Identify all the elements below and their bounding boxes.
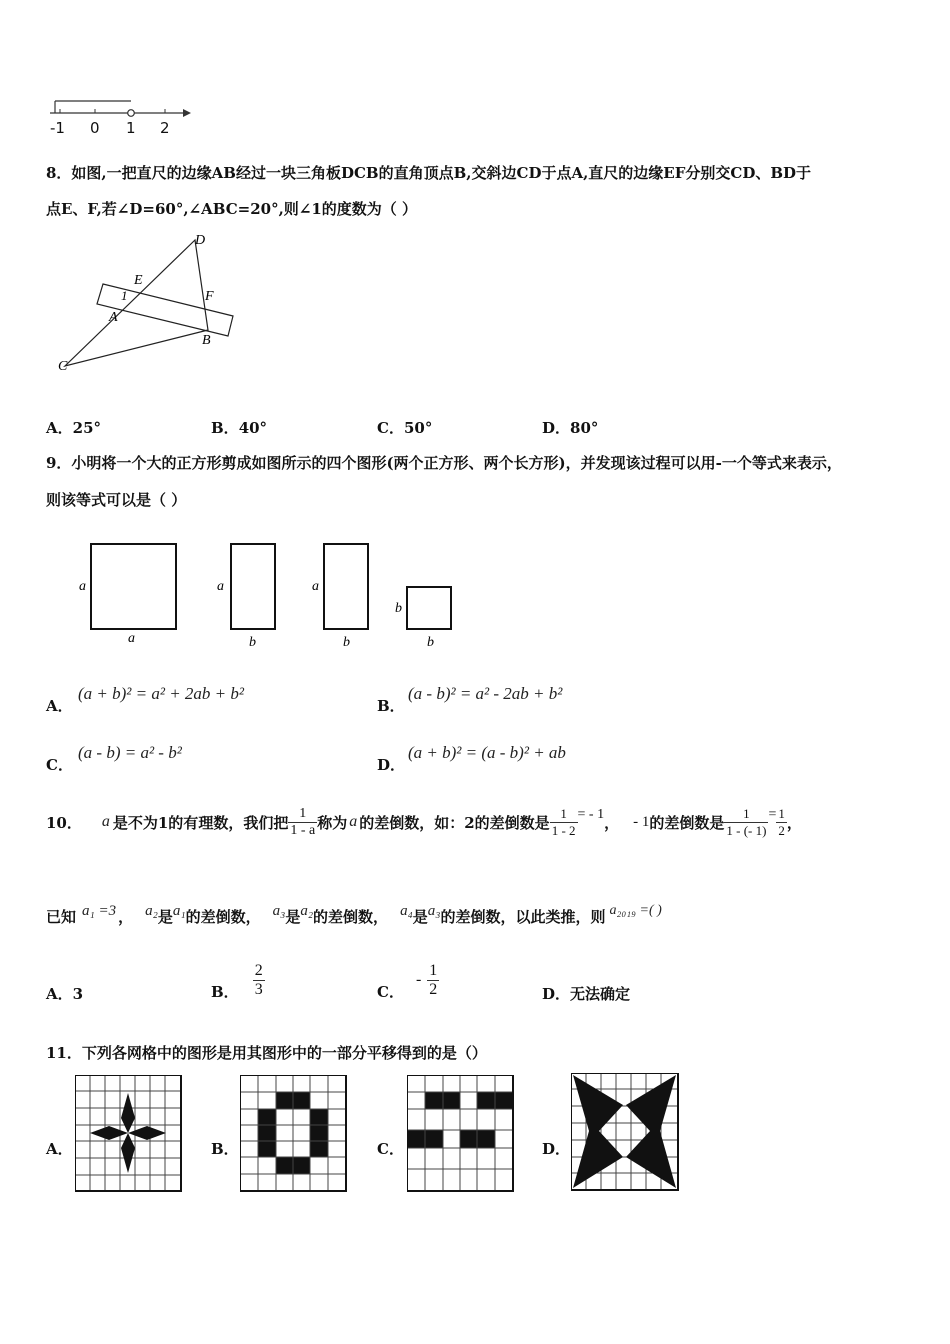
number-line-svg xyxy=(45,95,195,140)
q9-option-a-letter[interactable]: A． xyxy=(46,697,73,715)
q11-option-a-letter[interactable]: A． xyxy=(46,1140,73,1158)
q9-option-c-letter[interactable]: C． xyxy=(46,756,73,774)
q11-grid-b[interactable] xyxy=(240,1075,348,1197)
q9-stem-line2: 则该等式可以是（ ） xyxy=(46,491,187,509)
label-angle-1: 1 xyxy=(121,288,128,303)
q10-stem-line1 xyxy=(46,800,802,844)
example2-fraction xyxy=(724,806,768,839)
q8-stem-line1: 8．如图,一把直尺的边缘AB经过一块三角板DCB的直角顶点B,交斜边CD于点A,直尺的边缘EF分别交CD、BD于 xyxy=(46,164,812,182)
grid-c-figure xyxy=(407,1075,515,1193)
q10-text: ， xyxy=(604,813,620,832)
q10-text: ， xyxy=(786,813,802,832)
tick-label: 0 xyxy=(90,119,100,137)
q10-text: 是 xyxy=(285,907,301,926)
label-a: a xyxy=(217,579,224,594)
var-a2: a₂ xyxy=(145,902,158,919)
var-a: a xyxy=(349,813,358,830)
label-b: b xyxy=(427,635,434,650)
grid-b-figure xyxy=(240,1075,348,1193)
q10-prefix: 10． xyxy=(46,813,82,832)
tick-label: 2 xyxy=(160,119,170,137)
q10-text: 是 xyxy=(412,907,428,926)
q10-text: 的差倒数， xyxy=(313,907,389,926)
q10-text: 是 xyxy=(157,907,173,926)
q8-option-c[interactable]: C．50° xyxy=(377,419,433,437)
label-b: b xyxy=(249,635,256,650)
q10-text: 的差倒数是 xyxy=(649,813,725,832)
q9-option-d-formula[interactable]: (a + b)² = (a - b)² + ab xyxy=(408,743,566,762)
var-a3: a₃ xyxy=(272,902,286,919)
ruler-triangle-diagram xyxy=(50,228,250,376)
var-a2019-blank: a₂₀₁₉ =( ) xyxy=(609,903,662,918)
option-c-fraction: $\frac{1}{2}$ xyxy=(429,961,438,998)
q9-shapes-figure xyxy=(72,538,472,653)
label-a: a xyxy=(79,579,86,594)
q9-option-a-formula[interactable]: (a + b)² = a² + 2ab + b² xyxy=(78,684,244,703)
q11-option-b-letter[interactable]: B． xyxy=(211,1140,239,1158)
example1-fraction xyxy=(550,806,578,839)
q8-figure xyxy=(50,228,250,376)
q10-text: 是不为1的有理数，我们把 xyxy=(112,813,289,832)
label-c: C xyxy=(58,359,68,374)
label-a: a xyxy=(312,579,319,594)
grid-a-figure xyxy=(75,1075,183,1193)
label-f: F xyxy=(205,289,214,304)
label-e: E xyxy=(134,273,143,288)
label-a: a xyxy=(128,631,135,646)
q10-option-d[interactable]: D．无法确定 xyxy=(542,985,631,1003)
number-line-figure xyxy=(45,95,195,140)
q9-option-b-formula[interactable]: (a - b)² = a² - 2ab + b² xyxy=(408,684,563,703)
fraction-denominator: 1 - 2 xyxy=(551,822,576,838)
fraction-numerator: 1 xyxy=(724,806,768,823)
neg-one: - 1 xyxy=(633,813,650,830)
q11-stem: 11．下列各网格中的图形是用其图形中的一部分平移得到的是（） xyxy=(46,1044,487,1062)
q10-stem-line2 xyxy=(46,900,662,932)
q8-option-b[interactable]: B．40° xyxy=(211,419,268,437)
q10-option-c[interactable]: C． - $\frac{1}{2}$ xyxy=(377,961,438,1001)
q10-option-a[interactable]: A．3 xyxy=(46,985,84,1003)
label-a: A xyxy=(109,310,118,325)
var-a: a xyxy=(101,813,110,830)
fraction-denominator: 1 - (- 1) xyxy=(726,822,767,838)
q11-option-c-letter[interactable]: C． xyxy=(377,1140,404,1158)
grid-d-figure xyxy=(571,1073,681,1193)
example1-result: = - 1 xyxy=(577,807,605,822)
q8-stem-line2: 点E、F,若∠D=60°,∠ABC=20°,则∠1的度数为（ ） xyxy=(46,200,418,218)
fraction-numerator: 1 xyxy=(288,806,317,823)
fraction-denominator: 1 - a xyxy=(290,822,316,838)
label-b: B xyxy=(202,333,211,348)
label-b: b xyxy=(343,635,350,650)
label-d: D xyxy=(195,233,206,248)
four-shapes-diagram xyxy=(72,538,472,653)
q10-text: 称为 xyxy=(317,813,348,832)
q10-text: 已知 xyxy=(46,907,77,926)
q9-stem-line1: 9．小明将一个大的正方形剪成如图所示的四个图形(两个正方形、两个长方形)，并发现该过程可以用-一个等式来表示， xyxy=(46,454,842,472)
label-b: b xyxy=(395,601,402,616)
var-a4: a₄ xyxy=(400,902,413,919)
q8-option-a[interactable]: A．25° xyxy=(46,419,102,437)
q11-grid-a[interactable] xyxy=(75,1075,183,1197)
option-b-fraction: $\frac{2}{3}$ xyxy=(254,961,263,998)
var-a2: a₂ xyxy=(300,902,314,919)
q11-grid-d[interactable] xyxy=(571,1073,681,1197)
q10-text: 的差倒数，以此类推，则 xyxy=(440,907,606,926)
q9-option-c-formula[interactable]: (a - b) = a² - b² xyxy=(78,743,182,762)
tick-label: 1 xyxy=(126,119,136,137)
var-a1: a₁ xyxy=(172,902,186,919)
var-a3: a₃ xyxy=(427,902,441,919)
q9-option-b-letter[interactable]: B． xyxy=(377,697,405,715)
q10-text: 的差倒数， xyxy=(185,907,261,926)
q11-option-d-letter[interactable]: D． xyxy=(542,1140,571,1158)
example2-equals: = xyxy=(768,807,777,822)
fraction-numerator: 1 xyxy=(550,806,578,823)
q9-option-d-letter[interactable]: D． xyxy=(377,756,406,774)
q10-option-b[interactable]: B． $\frac{2}{3}$ xyxy=(211,961,263,1001)
tick-label: -1 xyxy=(50,119,65,137)
reciprocal-definition-fraction xyxy=(288,806,317,839)
a1-equals-3: a₁ =3 xyxy=(82,902,117,919)
q8-option-d[interactable]: D．80° xyxy=(542,419,599,437)
example2-result-fraction xyxy=(776,806,787,839)
fraction-denominator: 2 xyxy=(778,822,785,838)
fraction-numerator: 1 xyxy=(778,805,785,821)
q10-sep: ， xyxy=(118,907,134,926)
q10-text: 的差倒数，如：2的差倒数是 xyxy=(359,813,550,832)
q11-grid-c[interactable] xyxy=(407,1075,515,1197)
